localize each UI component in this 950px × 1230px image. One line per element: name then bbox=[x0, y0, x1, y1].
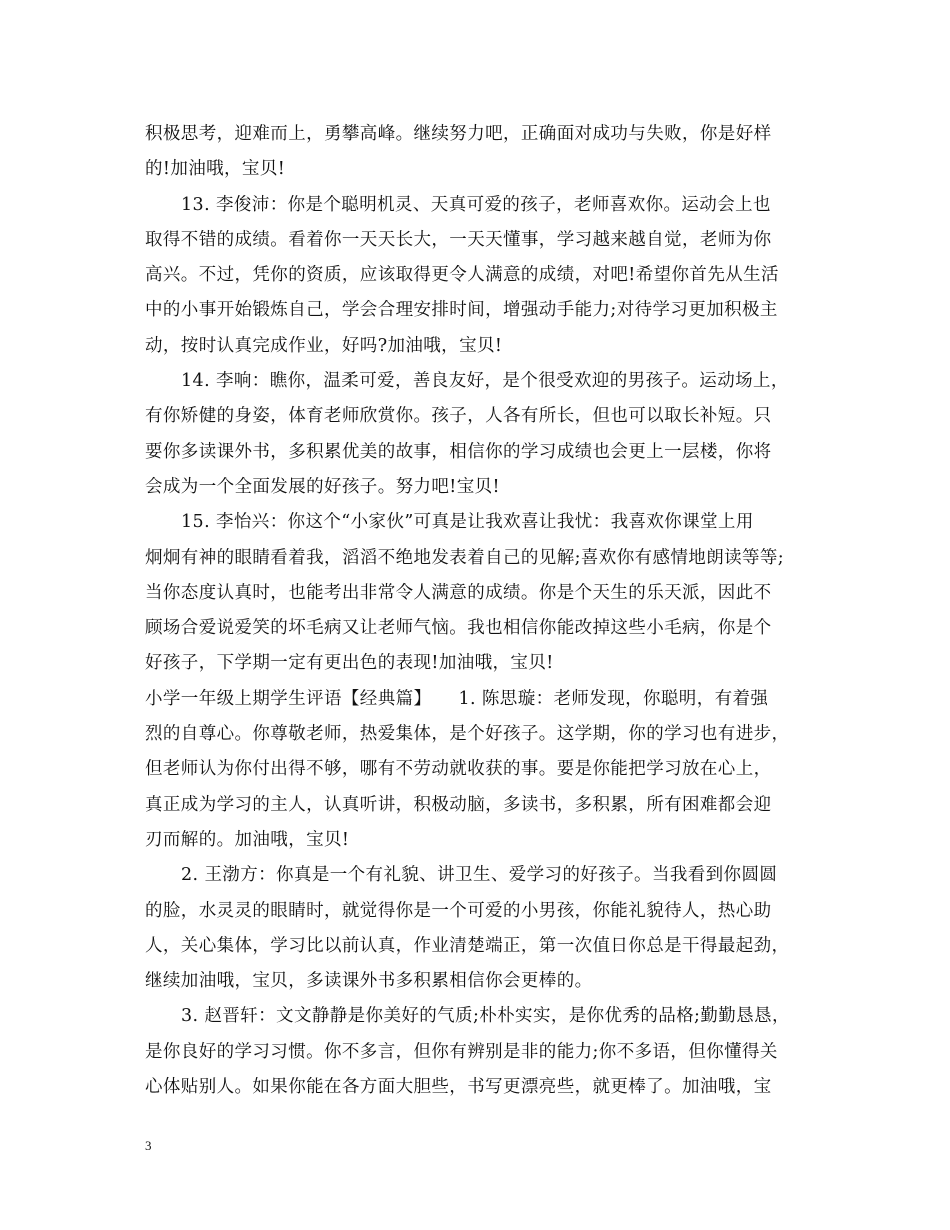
text-line: 炯炯有神的眼睛看着我，滔滔不绝地发表着自己的见解;喜欢你有感情地朗读等等; bbox=[145, 547, 785, 568]
text-line: 取得不错的成绩。看着你一天天长大，一天天懂事，学习越来越自觉，老师为你 bbox=[145, 229, 772, 250]
text-line: 但老师认为你付出得不够，哪有不劳动就收获的事。要是你能把学习放在心上， bbox=[145, 759, 772, 780]
page-number: 3 bbox=[145, 1138, 152, 1153]
paragraph-start-line: 14. 李响：瞧你，温柔可爱，善良友好，是个很受欢迎的男孩子。运动场上， bbox=[181, 371, 789, 392]
text-line: 积极思考，迎难而上，勇攀高峰。继续努力吧，正确面对成功与失败，你是好样 bbox=[145, 124, 772, 144]
text-line: 动，按时认真完成作业，好吗?加油哦，宝贝! bbox=[145, 335, 503, 356]
text-line: 高兴。不过，凭你的资质，应该取得更令人满意的成绩，对吧!希望你首先从生活 bbox=[145, 265, 779, 286]
document-body bbox=[145, 117, 811, 1105]
text-line: 有你矫健的身姿，体育老师欣赏你。孩子，人各有所长，但也可以取长补短。只 bbox=[145, 406, 772, 427]
text-line: 顾场合爱说爱笑的坏毛病又让老师气恼。我也相信你能改掉这些小毛病，你是个 bbox=[145, 618, 772, 639]
text-line: 会成为一个全面发展的好孩子。努力吧!宝贝! bbox=[145, 476, 500, 497]
text-line: 是你良好的学习习惯。你不多言，但你有辨别是非的能力;你不多语，但你懂得关 bbox=[145, 1041, 778, 1062]
section-heading-line: 小学一年级上期学生评语【经典篇】 1. 陈思璇：老师发现，你聪明，有着强 bbox=[145, 688, 769, 709]
text-line: 人，关心集体，学习比以前认真，作业清楚端正，第一次值日你总是干得最起劲， bbox=[145, 935, 790, 956]
text-line: 真正成为学习的主人，认真听讲，积极动脑，多读书，多积累，所有困难都会迎 bbox=[145, 794, 772, 815]
paragraph-start-line: 13. 李俊沛：你是个聪明机灵、天真可爱的孩子，老师喜欢你。运动会上也 bbox=[181, 194, 771, 215]
text-line: 中的小事开始锻炼自己，学会合理安排时间，增强动手能力;对待学习更加积极主 bbox=[145, 300, 778, 321]
paragraph-start-line: 3. 赵晋轩：文文静静是你美好的气质;朴朴实实，是你优秀的品格;勤勤恳恳， bbox=[181, 1006, 790, 1027]
text-line: 要你多读课外书，多积累优美的故事，相信你的学习成绩也会更上一层楼，你将 bbox=[145, 441, 772, 462]
paragraph-start-line: 15. 李怡兴：你这个“小家伙”可真是让我欢喜让我忧：我喜欢你课堂上用 bbox=[181, 512, 754, 533]
text-line: 好孩子，下学期一定有更出色的表现!加油哦，宝贝! bbox=[145, 653, 554, 674]
text-line: 刃而解的。加油哦，宝贝! bbox=[145, 829, 350, 850]
paragraph-start-line: 2. 王渤方：你真是一个有礼貌、讲卫生、爱学习的好孩子。当我看到你圆圆 bbox=[181, 865, 778, 886]
text-line: 当你态度认真时，也能考出非常令人满意的成绩。你是个天生的乐天派，因此不 bbox=[145, 582, 772, 603]
text-line: 烈的自尊心。你尊敬老师，热爱集体，是个好孩子。这学期，你的学习也有进步， bbox=[145, 724, 790, 745]
text-line: 的!加油哦，宝贝! bbox=[145, 159, 286, 180]
text-line: 的脸，水灵灵的眼睛时，就觉得你是一个可爱的小男孩，你能礼貌待人，热心助 bbox=[145, 900, 772, 921]
text-line: 心体贴别人。如果你能在各方面大胆些，书写更漂亮些，就更棒了。加油哦，宝 bbox=[145, 1077, 772, 1098]
text-line: 继续加油哦，宝贝，多读课外书多积累相信你会更棒的。 bbox=[145, 971, 593, 992]
